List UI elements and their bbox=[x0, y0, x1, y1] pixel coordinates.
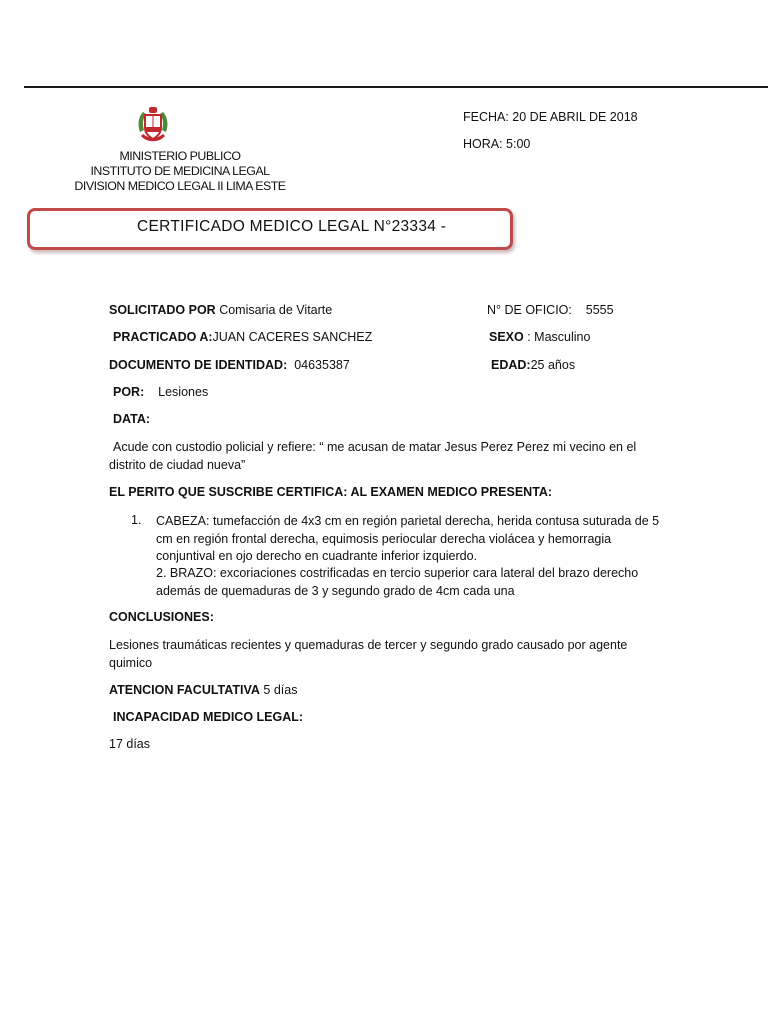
institution-line-1: MINISTERIO PUBLICO bbox=[119, 149, 241, 163]
documento-value: 04635387 bbox=[294, 358, 350, 372]
practicado-line bbox=[113, 329, 372, 346]
edad-line bbox=[491, 357, 575, 374]
solicitado-value: Comisaria de Vitarte bbox=[215, 303, 333, 317]
finding-2-text: 2. BRAZO: excoriaciones costrificadas en tercio superior cara lateral del brazo derecho además de quemaduras de 3 y segundo grado de 4cm cada una bbox=[156, 566, 639, 598]
conclusions-heading: CONCLUSIONES: bbox=[109, 610, 214, 624]
institution-line-3: DIVISION MEDICO LEGAL II LIMA ESTE bbox=[74, 179, 286, 193]
solicitado-line bbox=[109, 302, 332, 319]
oficio-label: N° DE OFICIO: bbox=[487, 303, 572, 317]
title-box bbox=[27, 208, 513, 250]
practicado-label: PRACTICADO A: bbox=[113, 330, 213, 344]
top-rule bbox=[24, 86, 768, 88]
solicitado-label: SOLICITADO POR bbox=[109, 303, 216, 317]
incapacidad-label: INCAPACIDAD MEDICO LEGAL: bbox=[113, 710, 304, 724]
sexo-line bbox=[489, 329, 590, 346]
certificate-title: CERTIFICADO MEDICO LEGAL N°23334 - bbox=[137, 218, 447, 235]
atencion-value: 5 días bbox=[259, 683, 298, 697]
institution-block bbox=[60, 149, 300, 194]
edad-label: EDAD: bbox=[491, 358, 531, 372]
perito-heading: EL PERITO QUE SUSCRIBE CERTIFICA: AL EXAMEN MEDICO PRESENTA: bbox=[109, 485, 553, 499]
atencion-label: ATENCION FACULTATIVA bbox=[109, 683, 260, 697]
oficio-line bbox=[487, 302, 614, 319]
data-paragraph: Acude con custodio policial y refiere: “ me acusan de matar Jesus Perez Perez mi vecino en el distrito de ciudad nueva” bbox=[109, 440, 637, 472]
hora-line: HORA: 5:00 bbox=[463, 137, 531, 151]
oficio-value: 5555 bbox=[585, 303, 614, 317]
finding-1-number: 1. bbox=[131, 513, 142, 527]
fecha-line: FECHA: 20 DE ABRIL DE 2018 bbox=[463, 110, 638, 124]
documento-line bbox=[109, 357, 350, 374]
institution-line-2: INSTITUTO DE MEDICINA LEGAL bbox=[90, 164, 270, 178]
sexo-label: SEXO bbox=[489, 330, 524, 344]
documento-label: DOCUMENTO DE IDENTIDAD: bbox=[109, 358, 288, 372]
conclusions-text: Lesiones traumáticas recientes y quemaduras de tercer y segundo grado causado por agente quimico bbox=[109, 638, 628, 670]
data-label: DATA: bbox=[113, 412, 151, 426]
por-value: Lesiones bbox=[158, 385, 209, 399]
practicado-value: JUAN CACERES SANCHEZ bbox=[212, 330, 373, 344]
por-line bbox=[113, 384, 208, 401]
edad-value: 25 años bbox=[530, 358, 576, 372]
por-label: POR: bbox=[113, 385, 145, 399]
incapacidad-value: 17 días bbox=[109, 737, 151, 751]
finding-1-text: CABEZA: tumefacción de 4x3 cm en región parietal derecha, herida contusa suturada de 5 cm en región frontal derecha, equimosis periocular derecha violácea y hemorragia conjuntival en ojo derecho en cuadrante inferior izquierdo. bbox=[156, 514, 660, 563]
atencion-line bbox=[109, 682, 297, 699]
sexo-value: : Masculino bbox=[523, 330, 591, 344]
coat-of-arms-icon bbox=[135, 106, 171, 146]
